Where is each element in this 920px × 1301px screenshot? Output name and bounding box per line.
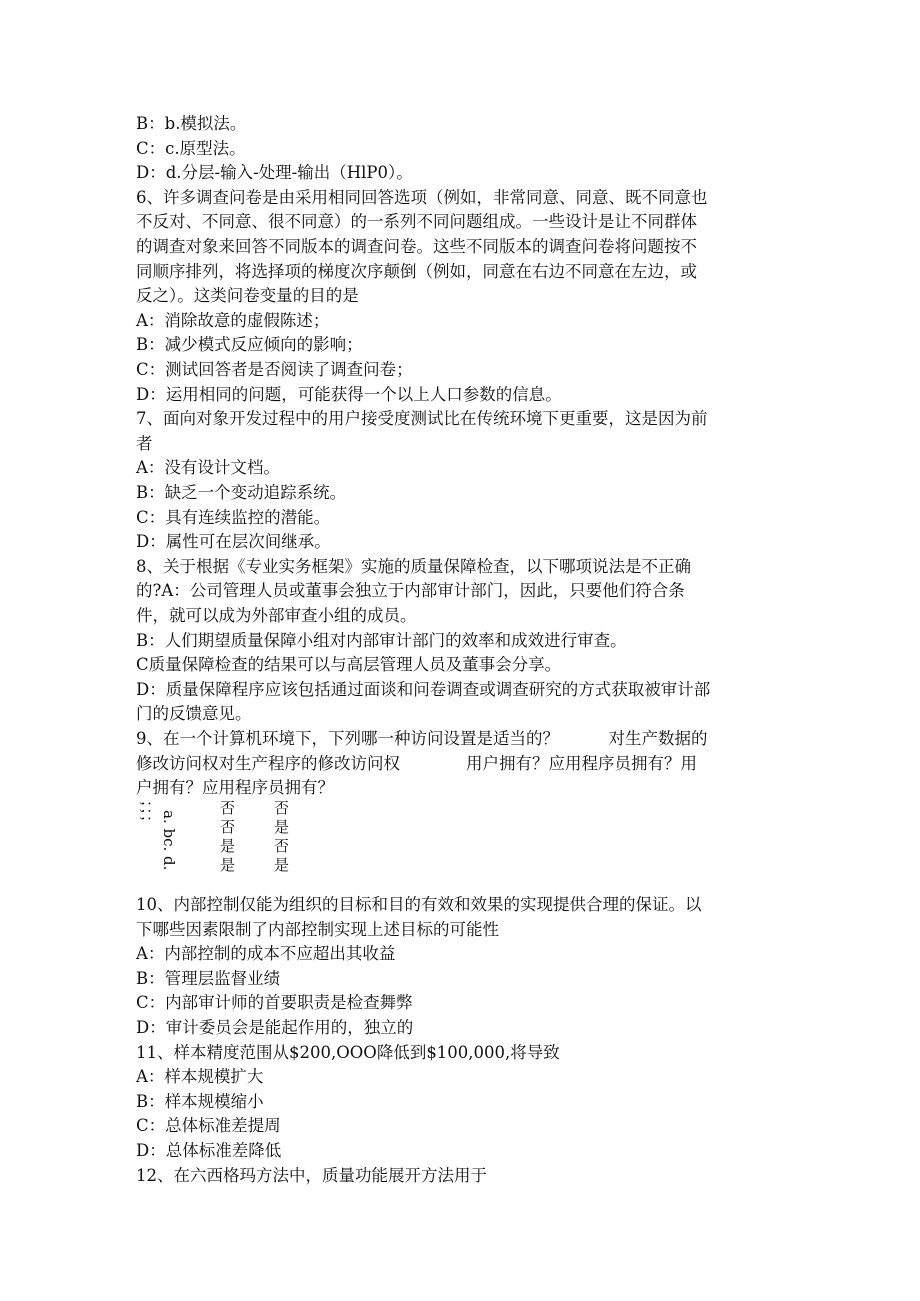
- text-line: B：人们期望质量保障小组对内部审计部门的效率和成效进行审查。: [136, 630, 627, 650]
- text-line: 门的反馈意见。: [136, 704, 252, 724]
- text-line: D：审计委员会是能起作用的，独立的: [136, 1018, 414, 1037]
- text-line: D：属性可在层次间继承。: [136, 532, 331, 552]
- text-line: 修改访问权对生产程序的修改访问权 用户拥有？应用程序员拥有？用: [136, 753, 697, 773]
- text-line: C：总体标准差提周: [136, 1116, 281, 1136]
- table-cell: 是: [220, 856, 236, 874]
- text-line: A：消除故意的虚假陈述；: [136, 310, 330, 330]
- text-line: B：缺乏一个变动追踪系统。: [136, 483, 347, 502]
- table-cell: 否: [274, 799, 290, 817]
- text-line: 不反对、不同意、很不同意）的一系列不同问题组成。一些设计是让不同群体: [136, 212, 697, 232]
- text-line: B：b.模拟法。: [136, 114, 247, 133]
- table-cell: 是: [220, 837, 236, 855]
- text-line: 的?A：公司管理人员或董事会独立于内部审计部门，因此，只要他们符合条: [136, 581, 685, 601]
- text-line: D：质量保障程序应该包括通过面谈和问卷调查或调查研究的方式获取被审计部: [136, 679, 711, 699]
- text-line: 12、在六西格玛方法中，质量功能展开方法用于: [136, 1165, 487, 1185]
- text-line: D：运用相同的问题，可能获得一个以上人口参数的信息。: [136, 384, 562, 404]
- table-cell: 是: [274, 856, 290, 874]
- text-line: C：内部审计师的首要职责是检查舞弊: [136, 993, 413, 1013]
- table-cell: 否: [220, 799, 236, 817]
- text-line: C：c.原型法。: [136, 138, 246, 158]
- text-line: 10、内部控制仅能为组织的目标和目的有效和效果的实现提供合理的保证。以: [136, 895, 702, 914]
- text-line: D：总体标准差降低: [136, 1141, 282, 1160]
- text-line: C：测试回答者是否阅读了调查问卷；: [136, 360, 413, 379]
- text-line: 9、在一个计算机环境下，下列哪一种访问设置是适当的？ 对生产数据的: [136, 729, 708, 748]
- text-line: A：样本规模扩大: [136, 1067, 264, 1087]
- text-line: 件，就可以成为外部审查小组的成员。: [136, 606, 417, 625]
- table-cell: 是: [274, 818, 290, 836]
- text-line: B：减少模式反应倾向的影响；: [136, 335, 363, 355]
- question-9-options-table: [136, 798, 336, 876]
- text-line: C质量保障检查的结果可以与高层管理人员及董事会分享。: [136, 655, 562, 675]
- text-line: C：具有连续监控的潜能。: [136, 507, 331, 527]
- text-line: 6、许多调查问卷是由采用相同回答选项（例如，非常同意、同意、既不同意也: [136, 187, 708, 207]
- table-cell: 否: [220, 818, 236, 836]
- text-line: 反之）。这类问卷变量的目的是: [136, 286, 359, 306]
- option-labels: a. bc. d.: [160, 810, 178, 871]
- text-line: 同顺序排列，将选择项的梯度次序颠倒（例如，同意在右边不同意在左边，或: [136, 261, 697, 281]
- text-line: 户拥有？应用程序员拥有？: [136, 778, 334, 798]
- option-punctuation: ；；；: [138, 800, 156, 831]
- text-line: 的调查对象来回答不同版本的调查问卷。这些不同版本的调查问卷将问题按不: [136, 237, 697, 256]
- text-line: A：没有设计文档。: [136, 458, 280, 478]
- text-line: 7、面向对象开发过程中的用户接受度测试比在传统环境下更重要，这是因为前: [136, 409, 708, 429]
- text-line: B：管理层监督业绩: [136, 968, 281, 988]
- table-cell: 否: [274, 837, 290, 855]
- text-line: 下哪些因素限制了内部控制实现上述目标的可能性: [136, 919, 499, 939]
- text-line: B：样本规模缩小: [136, 1091, 264, 1111]
- text-line: D：d.分层-输入-处理-输出（HlP0）。: [136, 163, 413, 183]
- text-line: 11、样本精度范围从$200,OOO降低到$100,000,将导致: [136, 1042, 560, 1062]
- text-line: 者: [136, 433, 153, 453]
- text-line: A：内部控制的成本不应超出其收益: [136, 944, 396, 964]
- text-line: 8、关于根据《专业实务框架》实施的质量保障检查，以下哪项说法是不正确: [136, 556, 691, 576]
